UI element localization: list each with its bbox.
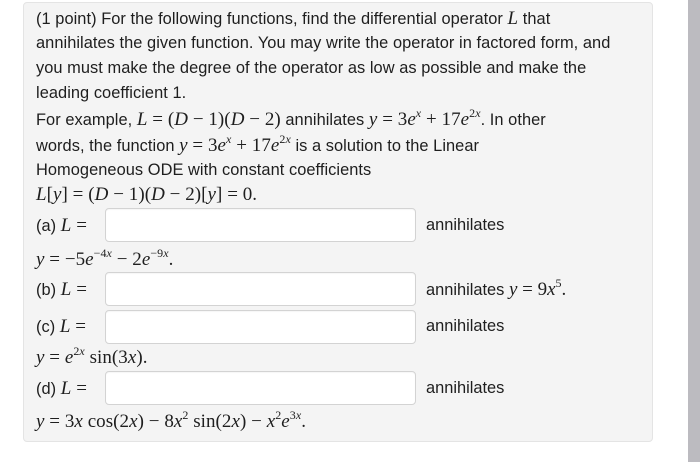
example-prefix: For example,	[36, 111, 133, 129]
example-annihilates: annihilates	[285, 111, 365, 129]
example-function-repeat: $y = 3e^x + 17e^{2x}$	[179, 132, 291, 156]
intro-line-4: leading coefficient 1.	[36, 84, 187, 102]
example-function: $y = 3e^x + 17e^{2x}$	[368, 106, 481, 130]
part-a-function: $y = -5e^{-4x} - 2e^{-9x}$.	[36, 246, 174, 270]
part-a-label: (a) L =	[36, 215, 87, 236]
intro-text-1: For the following functions, find the differential operator	[101, 10, 503, 28]
part-b-answer-input[interactable]	[105, 272, 416, 306]
points-label: (1 point)	[36, 10, 97, 28]
part-b-label: (b) L =	[36, 279, 87, 300]
part-d-annihilates: annihilates	[426, 379, 505, 397]
intro-line-2: annihilates the given function. You may write the operator in factored form, and	[36, 34, 611, 52]
part-d-label: (d) L =	[36, 378, 87, 399]
example-line2-prefix: words, the function	[36, 137, 175, 155]
part-c-answer-input[interactable]	[105, 310, 416, 344]
part-a-annihilates: annihilates	[426, 216, 505, 234]
part-b-function: $y = 9x^5$.	[508, 276, 567, 300]
intro-line-3: you must make the degree of the operator as low as possible and make the	[36, 59, 587, 77]
part-a-answer-input[interactable]	[105, 208, 416, 242]
example-line-2	[36, 133, 479, 159]
operator-L-symbol: L	[507, 8, 519, 29]
example-line-3: Homogeneous ODE with constant coefficients	[36, 161, 372, 179]
part-c-label: (c) L =	[36, 316, 87, 337]
example-line2-suffix: is a solution to the Linear	[295, 137, 480, 155]
intro-line-1	[36, 6, 550, 32]
example-line-1	[36, 107, 546, 133]
example-in-other: . In other	[480, 111, 546, 129]
part-d-answer-input[interactable]	[105, 371, 416, 405]
intro-that: that	[522, 10, 551, 28]
side-scroll-strip[interactable]	[688, 0, 700, 462]
part-c-function: $y = e^{2x}$ sin(3x).	[36, 344, 148, 368]
example-operator: L = (D − 1)(D − 2)	[136, 109, 281, 130]
part-b-annihilates: annihilates $y = 9x^5$.	[426, 276, 567, 300]
part-c-annihilates: annihilates	[426, 317, 505, 335]
example-equation: L[y] = (D − 1)(D − 2)[y] = 0.	[36, 184, 258, 205]
part-d-function: y = 3x $\cos(2x) - 8x^2$ $\sin(2x) - x^2e^{3x}$.	[36, 408, 307, 432]
